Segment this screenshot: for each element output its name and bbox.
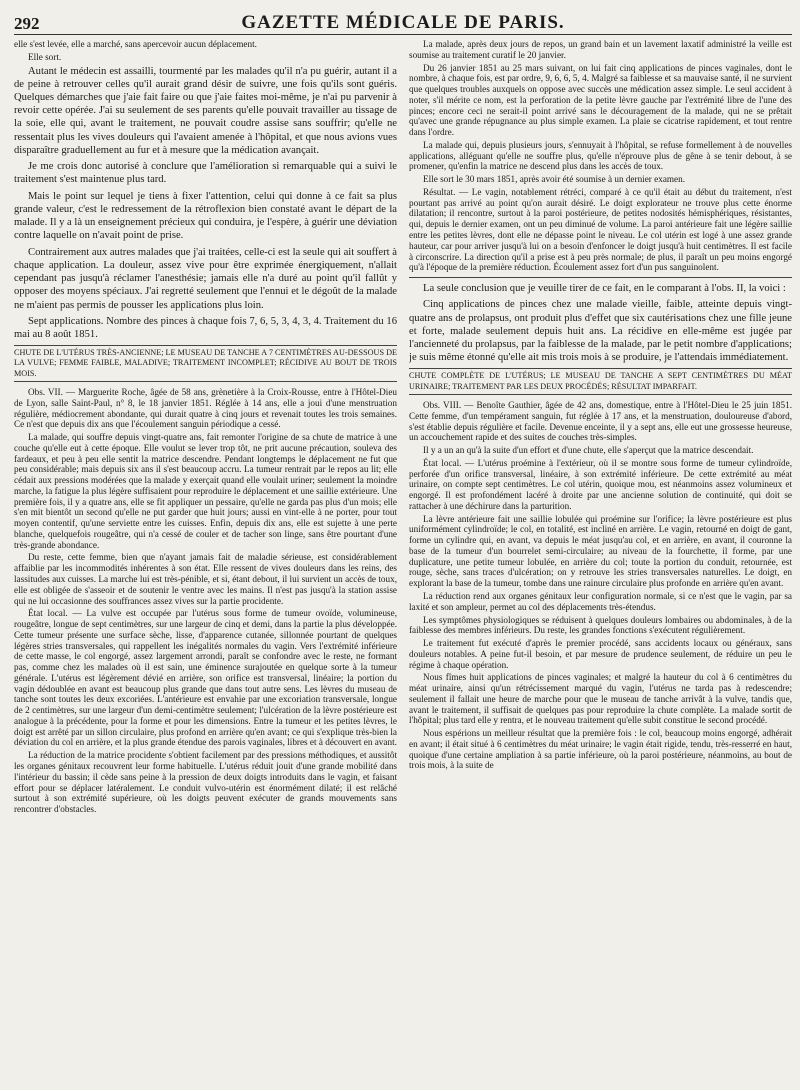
paragraph: Du 26 janvier 1851 au 25 mars suivant, on lui fait cinq applications de pinces vaginales, dont le nombre, à chaque fois, est par ordre, 9, 6, 6, 5, 4. Malgré sa faiblesse et sa mauvaise santé, il ne survient que quelques troubles auxquels on oppose avec succès une médication assez simple. Le seul accident à noter, s'il mérite ce nom, est la perforation de la petite lèvre gauche par l'extrémité libre de l'une des pinces; encore ceci ne serait-il point arrivé sans le découragement de la malade, qui ne se prêtait qu'avec une grande répugnance au plus simple examen. La plaie se cicatrise rapidement, et tout rentre dans l'ordre. [409,62,792,138]
paragraph: Les symptômes physiologiques se réduisent à quelques douleurs lombaires ou abdominales, à de la faiblesse des membres inférieurs. Du reste, les grandes fonctions s'exécutent régulièrement. [409,614,792,636]
page-number: 292 [14,14,40,33]
paragraph: La lèvre antérieure fait une saillie lobulée qui proémine sur l'orifice; la lèvre postérieure est plus uniformément cylindroïde; le col, en totalité, est incliné en arrière. Le vagin, retourné en doigt de gant, forme un cylindre qui, en avant, va depuis le méat jusqu'au col, et en arrière, en avant, il couronne la base de la tumeur d'un bourrelet semi-circulaire; au niveau de la fourchette, il forme, par une duplicature, une petite tumeur lobulée, en arrière du col; toute la portion du conduit, retournée, est rouge, sèche, sans traces d'ulcération; on y retrouve les stries transversales naturelles. Le doigt, en explorant la base de la tumeur, tombe dans une rainure circulaire plus profonde en arrière qu'en avant. [409,513,792,589]
paragraph: État local. — La vulve est occupée par l'utérus sous forme de tumeur ovoïde, volumineuse, rougeâtre, longue de sept centimètres, sur une largeur de cinq et demi, dans la partie la plus développée. Cette tumeur présente une surface sèche, lisse, d'apparence cutanée, sillonnée pourtant de quelques légères stries transversales, qui rappellent les inégalités normales du vagin. Vers l'extrémité inférieure de cette masse, le col engorgé, assez largement arrondi, paraît se confondre avec le reste, ne formant pas, comme chez les malades où il est sain, une éminence surajoutée en quelque sorte à la tumeur générale. L'utérus est légèrement dévié en arrière, son orifice est transversal, linéaire; la portion du vagin dédoublée en avant est beaucoup plus grande que dans tout autre sens. Les lèvres du museau de tanche sont toutes les deux excoriées. L'antérieure est envahie par une excoriation transversale, longue de 2 centimètres, sur une largeur d'un demi-centimètre seulement; l'ulcération de la lèvre postérieure est analogue à la précédente, pour la forme et pour les dimensions. Entre la tumeur et les petites lèvres, le doigt est arrêté par un sillon circulaire, plus profond en arrière qu'en avant; ce qui s'explique très-bien la déviation du col en arrière, et la plus grande étendue des parois vaginales, libres et à découvert en avant. [14,608,397,748]
paragraph: La malade, qui souffre depuis vingt-quatre ans, fait remonter l'origine de sa chute de matrice à une couche qu'elle eut à cette époque. Elle voulut se lever trop tôt, ne prit aucune précaution, souleva des fardeaux, et peu à peu elle sentit la matrice descendre. Pendant longtemps le déplacement ne fut que peu considérable; mais depuis six ans il s'est beaucoup accru. La tumeur rentrait par le repos au lit; elle cédait aux pressions modérées que la malade y exerçait quand elle voulait uriner; seulement la moindre marche, la fatigue la plus légère suffisaient pour reproduire le déplacement et une saillie extérieure. Une première fois, il y a quatre ans, elle se fit appliquer un pessaire, qu'elle ne garda pas plus d'un mois; elle s'en mit bientôt un second qu'elle ne put garder que huit jours; aussi en vint-elle à ne porter, pour tout moyen contentif, qu'une serviette entre les cuisses. Enfin, depuis dix ans, elle est sujette à une perte blanche, quelquefois rougeâtre, qui n'a cessé de couler et de tacher son linge, sans être pourtant d'une très-grande abondance. [14,432,397,550]
paragraph: La seule conclusion que je veuille tirer de ce fait, en le comparant à l'obs. II, la voici : [423,283,786,295]
paragraph: Je me crois donc autorisé à conclure que l'amélioration si remarquable qui a suivi le traitement s'est maintenue plus tard. [14,161,397,186]
paragraph: elle s'est levée, elle a marché, sans apercevoir aucun déplacement. [14,39,257,49]
section-heading: CHUTE DE L'UTÉRUS TRÈS-ANCIENNE; LE MUSEAU DE TANCHE A 7 CENTIMÈTRES AU-DESSOUS DE LA VULVE; FEMME FAIBLE, MALADIVE; TRAITEMENT INCOMPLET; RÉCIDIVE AU BOUT DE TROIS MOIS. [14,345,397,382]
paragraph: Autant le médecin est assailli, tourmenté par les malades qu'il n'a pu guérir, autant il a de peine à retrouver celles qu'il aurait grand désir de suivre, une fois qu'ils sont guéris. Quelques démarches que j'aie fait faire ou que j'aie faites moi-même, je n'ai pu parvenir à revoir cette opérée. J'ai su seulement de ses parents qu'elle pouvait travailler au tissage de la soie, elle qui, avant le traitement, ne pouvait coudre assise sans souffrir; qu'elle ne ressentait plus les vives douleurs qui l'avaient amenée à l'hôpital, et que nous avions vues disparaître graduellement au fur et à mesure que la médication avançait. [14,65,397,156]
right-column [409,39,792,1083]
paragraph: Contrairement aux autres malades que j'ai traitées, celle-ci est la seule qui ait souffert à chaque application. La douleur, assez vive pour être exprimée énergiquement, n'allait cependant pas jusqu'à réclamer l'anesthésie; jamais elle n'a duré au point qu'il fallût y opposer des moyens spéciaux. J'ai regretté seulement que l'ennui et le dégoût de la malade ne m'aient pas permis de pousser les applications plus loin. [14,246,397,311]
paragraph: Obs. VII. — Marguerite Roche, âgée de 58 ans, grènetière à la Croix-Rousse, entre à l'Hôtel-Dieu de Lyon, salle Saint-Paul, n° 8, le 18 janvier 1851. Réglée à 14 ans, elle a joui d'une menstruation régulière, médiocrement abondante, qui durait quatre à cinq jours et revenait toutes les trois semaines. Ce n'est que depuis dix ans que l'écoulement sanguin périodique a cessé. [14,386,397,430]
paragraph: La réduction de la matrice procidente s'obtient facilement par des pressions méthodiques, et aussitôt les organes génitaux recouvrent leur forme habituelle. L'utérus réduit jouit d'une grande mobilité dans l'intérieur du bassin; il cède sans peine à la pression de deux doigts introduits dans le vagin, et faisant effort pour se déplacer latéralement. Le conduit vulvo-utérin est énormément dilaté; il est relâché surtout à son extrémité supérieure, où les doigts peuvent exécuter de grands mouvements sans rencontrer d'obstacles. [14,750,397,815]
paragraph: La malade qui, depuis plusieurs jours, s'ennuyait à l'hôpital, se refuse formellement à de nouvelles applications, alléguant qu'elle ne souffre plus, qu'elle n'éprouve plus de gêne à se tenir debout, à se promener, qu'enfin la matrice ne descend plus dans les accès de toux. [409,139,792,172]
paragraph: La réduction rend aux organes génitaux leur configuration normale, si ce n'est que le vagin, par sa laxité et son ampleur, permet au col des déplacements très-étendus. [409,591,792,612]
paragraph: Cinq applications de pinces chez une malade vieille, faible, atteinte depuis vingt-quatre ans de prolapsus, ont produit plus d'effet que six cautérisations chez une fille jeune et forte, malade seulement depuis huit ans. La récidive en elle-même est jugée par l'ancienneté du prolapsus, par la faiblesse de la malade, par le petit nombre d'applications; je suis même étonné qu'elle ait mis trois mois à se produire, je l'attendais immédiatement. [409,299,792,364]
paragraph: Nous fîmes huit applications de pinces vaginales; et malgré la hauteur du col à 6 centimètres du méat urinaire, ainsi qu'un rétrécissement marqué du vagin, l'utérus ne tarda pas à redescendre; seulement il fallait une heure de marche pour que le museau de tanche arrivât à la vulve, tandis que, avant le traitement, il suffisait de quelques pas pour reproduire la chute complète. La malade sortit de l'hôpital; plus tard elle y rentra, et le nouveau traitement qu'elle subit constitue le second procédé. [409,672,792,726]
paragraph: La malade, après deux jours de repos, un grand bain et un lavement laxatif administré la veille est soumise au traitement curatif le 20 janvier. [409,39,792,60]
paragraph: Il y a un an qu'à la suite d'un effort et d'une chute, elle s'aperçut que la matrice descendait. [423,445,754,456]
paragraph: État local. — L'utérus proémine à l'extérieur, où il se montre sous forme de tumeur cylindroïde, perforée d'un orifice transversal, linéaire, à son extrémité inférieure. De cette extrémité au méat urinaire, on compte sept centimètres. Le col utérin, quoique mou, est néanmoins assez volumineux et engorgé. Il est profondément lacéré à droite par une ancienne solution de continuité, qui doit se rattacher à une déchirure dans la parturition. [409,457,792,511]
paragraph: Obs. VIII. — Benoîte Gauthier, âgée de 42 ans, domestique, entre à l'Hôtel-Dieu le 25 juin 1851. Cette femme, d'un tempérament sanguin, fut réglée à 17 ans, et la menstruation, douloureuse d'abord, s'est établie depuis régulière et facile. Devenue enceinte, il y a sept ans, elle eut une grossesse heureuse, un accouchement rapide et des suites de couches très-simples. [409,399,792,443]
paragraph: Du reste, cette femme, bien que n'ayant jamais fait de maladie sérieuse, est considérablement affaiblie par les incommodités inhérentes à son état. Elle ressent de vives douleurs dans les reins, des lassitudes aux cuisses. La marche lui est très-pénible, et si, étant debout, il lui survient un accès de toux, elle est obligée de s'asseoir et de soutenir le ventre avec les mains. Il n'est pas jusqu'à la station assise qui ne lui occasionne des souffrances assez vives sur la partie procidente. [14,552,397,606]
paragraph: Elle sort le 30 mars 1851, après avoir été soumise à un dernier examen. [423,174,686,185]
paragraph: Mais le point sur lequel je tiens à fixer l'attention, celui qui donne à ce fait sa plus grande valeur, c'est le redressement de la rétroflexion bien constaté avant le départ de la malade. Il y a là un enseignement précieux qui conduira, je l'espère, à guérir une déviation contre laquelle on n'avait point de prise. [14,190,397,242]
divider [409,277,792,278]
journal-title: GAZETTE MÉDICALE DE PARIS. [241,12,565,33]
paragraph: Le traitement fut exécuté d'après le premier procédé, sans accidents locaux ou généraux, sans douleurs notables. A peine fut-il besoin, et par mesure de prudence seulement, de réduire un peu le régime à chaque opération. [409,638,792,670]
paragraph: Sept applications. Nombre des pinces à chaque fois 7, 6, 5, 3, 4, 3, 4. Traitement du 16 mai au 8 août 1851. [14,315,397,340]
paragraph: Résultat. — Le vagin, notablement rétréci, comparé à ce qu'il était au début du traitement, n'est pourtant pas arrivé au point qu'on aurait désiré. Le doigt explorateur ne trouve plus cette énorme dilatation; il rencontre, surtout à la paroi postérieure, de petites nodosités hémisphériques, résistantes, qui, depuis le dernier examen, ont un peu diminué de volume. La paroi antérieure fait une légère saillie entre les petites lèvres, dont elle ne dépasse point le niveau. Le col utérin est logé à une assez grande hauteur, car pour arriver jusqu'à lui on a besoin d'enfoncer le doigt jusqu'à huit centimètres. Il est facile à circonscrire. La direction qu'il a prise est à peu près normale; de plus, il paraît un peu moins engorgé qu'à l'époque de la première réduction. Écoulement assez fort d'un pus sanguinolent. [409,186,792,273]
paragraph: Elle sort. [28,51,62,62]
section-heading: CHUTE COMPLÈTE DE L'UTÉRUS; LE MUSEAU DE TANCHE A SEPT CENTIMÈTRES DU MÉAT URINAIRE; TRAITEMENT PAR LES DEUX PROCÉDÉS; RÉSULTAT IMPARFAIT. [409,368,792,395]
page-header [14,6,792,35]
paragraph: Nous espérions un meilleur résultat que la première fois : le col, beaucoup moins engorgé, adhérait en avant; il était situé à 6 centimètres du méat urinaire; le vagin était rigide, tendu, très-resserré en haut, quoique d'une certaine ampliation à sa partie inférieure, où la paroi postérieure, néanmoins, au bout de trois mois, à la suite de [409,728,792,771]
left-column [14,39,397,1083]
